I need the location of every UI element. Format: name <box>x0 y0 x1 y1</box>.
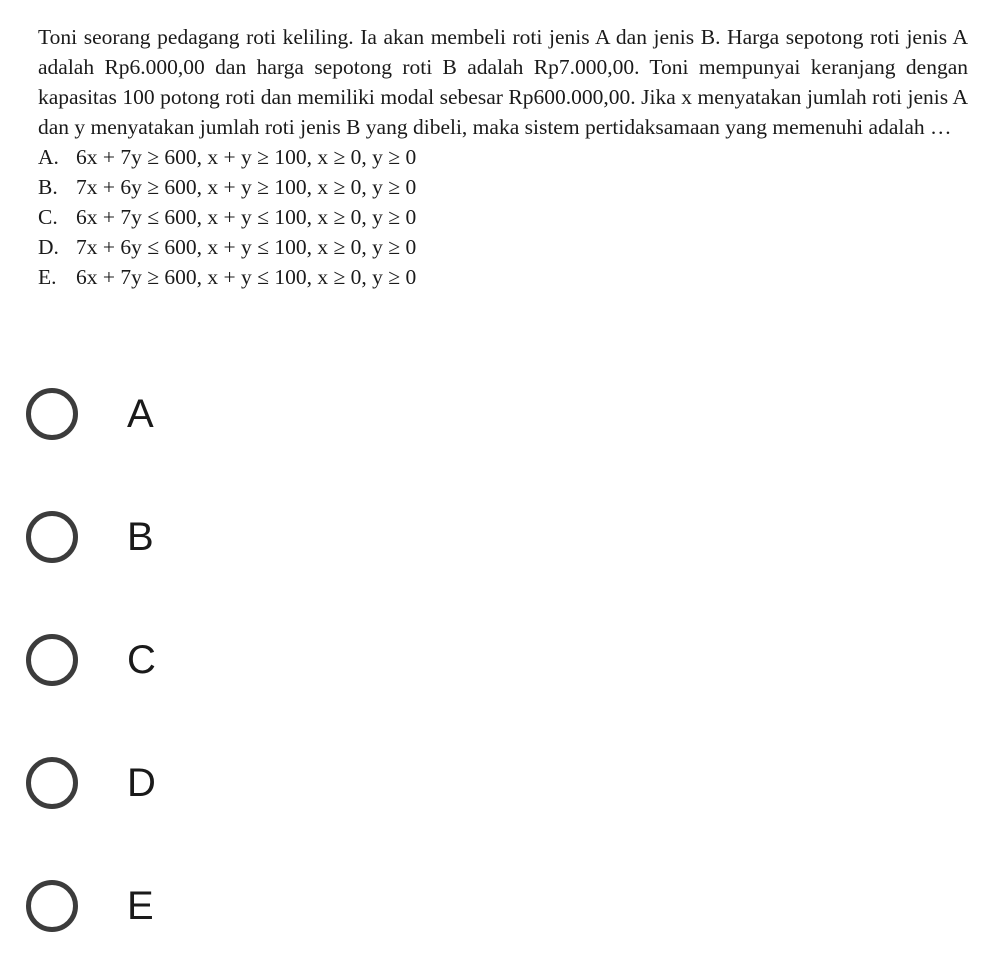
choice-expression: 6x + 7y ≥ 600, x + y ≤ 100, x ≥ 0, y ≥ 0 <box>76 265 417 289</box>
choice-expression: 6x + 7y ≥ 600, x + y ≥ 100, x ≥ 0, y ≥ 0 <box>76 145 417 169</box>
choice-expression: 7x + 6y ≤ 600, x + y ≤ 100, x ≥ 0, y ≥ 0 <box>76 235 417 259</box>
answer-options <box>26 384 966 936</box>
radio-button-c[interactable] <box>26 634 78 686</box>
choice-letter: B. <box>38 175 58 199</box>
question-text: Toni seorang pedagang roti keliling. Ia akan membeli roti jenis A dan jenis B. Harga sepotong roti jenis A adalah Rp6.000,00 dan harga sepotong roti B adalah Rp7.000,00. Toni mempunyai keranjang dengan kapasitas 100 potong roti dan memiliki modal sebesar Rp600.000,00. Jika x menyatakan jumlah roti jenis A dan y menyatakan jumlah roti jenis B yang dibeli, maka sistem pertidaksamaan yang memenuhi adalah … <box>38 25 968 139</box>
radio-button-d[interactable] <box>26 757 78 809</box>
answer-option-a[interactable] <box>26 384 966 444</box>
choice-line-e <box>38 262 968 292</box>
question-block <box>38 22 968 292</box>
choice-line-a <box>38 142 968 172</box>
answer-label-a[interactable]: A <box>127 392 154 436</box>
answer-option-e[interactable] <box>26 876 966 936</box>
radio-button-a[interactable] <box>26 388 78 440</box>
choice-expression: 6x + 7y ≤ 600, x + y ≤ 100, x ≥ 0, y ≥ 0 <box>76 205 417 229</box>
answer-label-d[interactable]: D <box>127 761 156 805</box>
choice-line-c <box>38 202 968 232</box>
choice-expression: 7x + 6y ≥ 600, x + y ≥ 100, x ≥ 0, y ≥ 0 <box>76 175 417 199</box>
answer-label-e[interactable]: E <box>127 884 154 928</box>
answer-option-d[interactable] <box>26 753 966 813</box>
choice-letter: E. <box>38 265 57 289</box>
radio-button-b[interactable] <box>26 511 78 563</box>
choice-letter: A. <box>38 145 59 169</box>
answer-label-c[interactable]: C <box>127 638 156 682</box>
choice-letter: C. <box>38 205 58 229</box>
answer-label-b[interactable]: B <box>127 515 154 559</box>
choices-list <box>38 142 968 292</box>
answer-option-c[interactable] <box>26 630 966 690</box>
choice-line-d <box>38 232 968 262</box>
radio-button-e[interactable] <box>26 880 78 932</box>
answer-option-b[interactable] <box>26 507 966 567</box>
choice-line-b <box>38 172 968 202</box>
choice-letter: D. <box>38 235 59 259</box>
